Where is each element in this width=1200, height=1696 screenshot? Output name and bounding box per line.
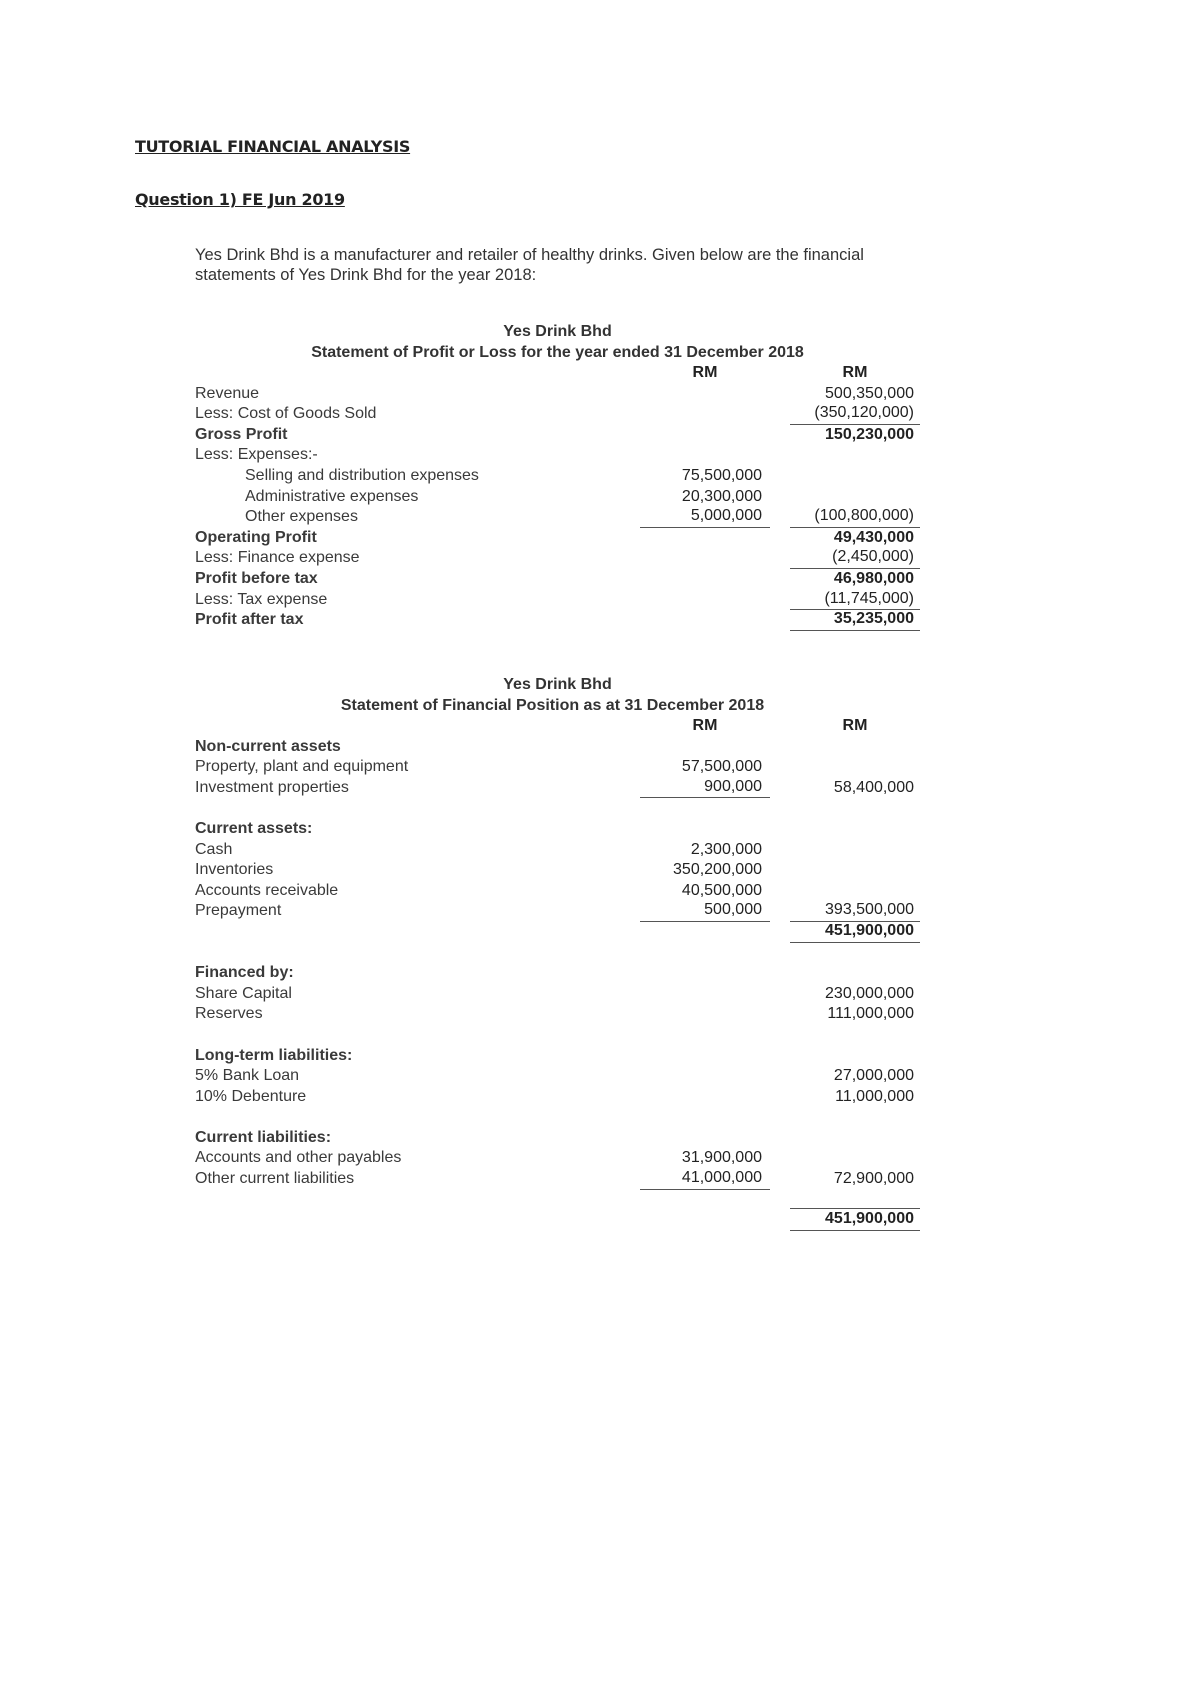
fp-column-headers: [195, 716, 920, 737]
row-label: Non-current assets: [195, 737, 341, 755]
row-amount-col2: (11,745,000): [790, 589, 920, 611]
row-label: Accounts receivable: [195, 881, 339, 899]
statement-row: [195, 984, 920, 1005]
row-label: Other expenses: [245, 508, 358, 526]
statement-row: [195, 1004, 920, 1025]
statement-row: [195, 1210, 920, 1231]
row-label: Revenue: [195, 384, 260, 402]
statement-row: [195, 819, 920, 840]
row-amount-col2: 230,000,000: [825, 984, 914, 1002]
row-label: Property, plant and equipment: [195, 758, 409, 776]
row-amount-col2: 111,000,000: [827, 1005, 914, 1023]
row-amount-col2: 150,230,000: [825, 425, 914, 443]
statement-row: [195, 901, 920, 922]
row-label: Less: Tax expense: [195, 590, 328, 608]
row-label: Selling and distribution expenses: [245, 466, 479, 484]
statement-row: [195, 840, 920, 861]
row-amount-col1: 2,300,000: [690, 840, 762, 858]
row-amount-col2: (2,450,000): [790, 547, 920, 569]
row-amount-col1: 40,500,000: [681, 881, 762, 899]
financial-position-statement: [195, 675, 920, 1231]
row-amount-col2: 58,400,000: [833, 778, 914, 796]
pl-rows: [195, 384, 920, 631]
statement-row: [195, 757, 920, 778]
statement-row: [195, 881, 920, 902]
pl-company-name: Yes Drink Bhd: [503, 323, 612, 340]
row-amount-col2: 500,350,000: [825, 384, 914, 402]
row-amount-col1: 75,500,000: [681, 466, 762, 484]
row-amount-col1: 41,000,000: [640, 1168, 770, 1190]
row-amount-col1: 5,000,000: [640, 506, 770, 528]
statement-row: [195, 466, 920, 487]
statement-row: [195, 610, 920, 631]
row-label: Long-term liabilities:: [195, 1046, 353, 1064]
row-label: Gross Profit: [195, 425, 288, 443]
row-label: 10% Debenture: [195, 1087, 307, 1105]
statement-row: [195, 1128, 920, 1149]
statement-row: [195, 569, 920, 590]
row-label: Cash: [195, 840, 233, 858]
row-label: Accounts and other payables: [195, 1149, 402, 1167]
row-amount-col1: 20,300,000: [681, 487, 762, 505]
statement-row: [195, 922, 920, 943]
fp-col2-header: RM: [842, 717, 868, 734]
row-amount-col2: 393,500,000: [790, 900, 920, 922]
pl-col2-header: RM: [842, 364, 868, 381]
statement-row: [195, 548, 920, 569]
row-label: Current assets:: [195, 819, 313, 837]
row-label: Reserves: [195, 1005, 263, 1023]
row-label: Current liabilities:: [195, 1128, 332, 1146]
row-amount-col2: 35,235,000: [790, 609, 920, 631]
row-amount-col2: 11,000,000: [835, 1087, 914, 1105]
row-amount-col2: 451,900,000: [790, 1208, 920, 1231]
pl-title: Statement of Profit or Loss for the year ended 31 December 2018: [311, 343, 804, 361]
row-label: Less: Expenses:-: [195, 446, 318, 464]
row-label: Share Capital: [195, 984, 292, 1002]
question-heading: Question 1) FE Jun 2019: [135, 190, 345, 209]
row-amount-col2: 72,900,000: [833, 1170, 914, 1188]
statement-row: [195, 778, 920, 799]
row-amount-col1: 57,500,000: [681, 758, 762, 776]
row-amount-col1: 900,000: [640, 777, 770, 799]
row-label: Operating Profit: [195, 528, 317, 546]
row-amount-col2: (100,800,000): [790, 506, 920, 528]
row-label: Prepayment: [195, 902, 282, 920]
row-amount-col2: (350,120,000): [790, 403, 920, 425]
row-label: Administrative expenses: [245, 487, 419, 505]
statement-row: [195, 445, 920, 466]
blank-row: [195, 798, 920, 819]
statement-row: [195, 1148, 920, 1169]
row-label: Profit before tax: [195, 569, 318, 587]
statement-row: [195, 1087, 920, 1108]
row-amount-col2: 451,900,000: [790, 921, 920, 943]
row-label: Other current liabilities: [195, 1170, 355, 1188]
row-amount-col1: 500,000: [640, 900, 770, 922]
statement-row: [195, 487, 920, 508]
document-heading: TUTORIAL FINANCIAL ANALYSIS: [135, 137, 411, 156]
fp-col1-header: RM: [692, 717, 718, 734]
row-amount-col2: 27,000,000: [833, 1067, 914, 1085]
statement-row: [195, 425, 920, 446]
row-label: Less: Cost of Goods Sold: [195, 405, 377, 423]
statement-row: [195, 404, 920, 425]
row-label: Less: Finance expense: [195, 549, 360, 567]
fp-company-name: Yes Drink Bhd: [503, 676, 612, 693]
statement-row: [195, 1169, 920, 1190]
statement-row: [195, 737, 920, 758]
row-amount-col2: 49,430,000: [833, 528, 914, 546]
statement-row: [195, 860, 920, 881]
row-amount-col1: 31,900,000: [681, 1149, 762, 1167]
row-label: Profit after tax: [195, 611, 304, 629]
pl-column-headers: [195, 363, 920, 384]
statement-row: [195, 963, 920, 984]
statement-row: [195, 528, 920, 549]
row-label: Inventories: [195, 861, 274, 879]
pl-col1-header: RM: [692, 364, 718, 381]
statement-row: [195, 1046, 920, 1067]
intro-paragraph: Yes Drink Bhd is a manufacturer and retailer of healthy drinks. Given below are the financial statements of Yes Drink Bhd for the year 2018:: [195, 246, 864, 284]
blank-row: [195, 943, 920, 964]
statement-row: [195, 590, 920, 611]
fp-title: Statement of Financial Position as at 31 December 2018: [340, 696, 765, 714]
statement-row: [195, 1066, 920, 1087]
row-label: Financed by:: [195, 964, 294, 982]
blank-row: [195, 1190, 920, 1211]
statement-row: [195, 384, 920, 405]
row-label: 5% Bank Loan: [195, 1067, 300, 1085]
row-amount-col1: 350,200,000: [673, 861, 762, 879]
blank-row: [195, 1025, 920, 1046]
row-amount-col2: 46,980,000: [833, 569, 914, 587]
profit-loss-statement: [195, 322, 920, 631]
blank-row: [195, 1107, 920, 1128]
statement-row: [195, 507, 920, 528]
row-label: Investment properties: [195, 778, 349, 796]
fp-rows: [195, 737, 920, 1231]
